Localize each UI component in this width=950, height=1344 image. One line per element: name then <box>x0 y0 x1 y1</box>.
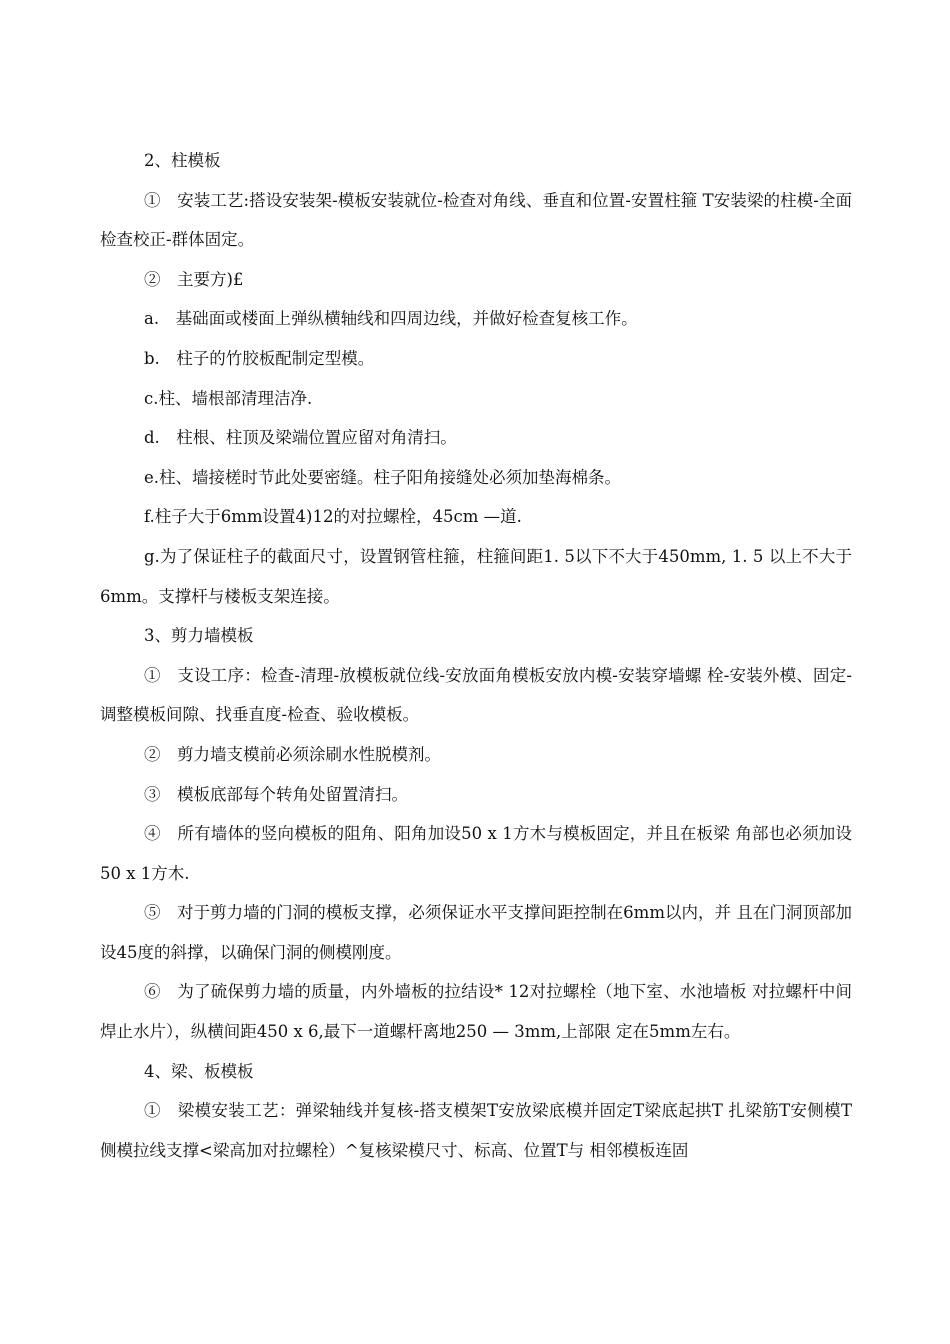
paragraph-shear-wall-cleanout: ③ 模板底部每个转角处留置清扫。 <box>144 784 408 804</box>
paragraph-shear-wall-corner-timber: ④ 所有墙体的竖向模板的阻角、阳角加设50 x 1方木与模板固定，并且在板梁 角部也必须加设50 x 1方木. <box>100 824 852 883</box>
paragraph-column-main-method: ② 主要方)£ <box>144 269 244 289</box>
list-item-b: b. 柱子的竹胶板配制定型模。 <box>144 348 375 368</box>
list-item-d: d. 柱根、柱顶及梁端位置应留对角清扫。 <box>144 428 457 448</box>
list-item-e: e.柱、墙接槎时节此处要密缝。柱子阳角接缝处必须加垫海棉条。 <box>144 467 622 487</box>
section-heading-shear-wall-formwork: 3、剪力墙模板 <box>144 626 254 646</box>
list-item-g: g.为了保证柱子的截面尺寸，设置钢管柱箍，柱箍间距1. 5以下不大于450mm, 1. 5 以上不大于6mm。支撑杆与楼板支架连接。 <box>100 546 852 606</box>
section-heading-column-formwork: 2、柱模板 <box>144 151 221 170</box>
paragraph-column-install-process: ① 安装工艺:搭设安装架-模板安装就位-检查对角线、垂直和位置-安置柱箍 T安装梁的柱模-全面检查校正-群体固定。 <box>100 190 852 250</box>
document-body <box>100 141 852 1170</box>
section-heading-beam-slab-formwork: 4、梁、板模板 <box>144 1061 254 1081</box>
paragraph-beam-install-process: ① 梁模安装工艺：弹梁轴线并复核-搭支模架T安放梁底模并固定T梁底起拱T 扎梁筋T安侧模T侧模拉线支撑<梁高加对拉螺栓）^复核梁模尺寸、标高、位置T与 相邻模板连固 <box>100 1101 852 1160</box>
paragraph-shear-wall-release-agent: ② 剪力墙支模前必须涂刷水性脱模剂。 <box>144 744 441 764</box>
paragraph-shear-wall-door-opening: ⑤ 对于剪力墙的门洞的模板支撑，必须保证水平支撑间距控制在6mm以内，并 且在门洞顶部加设45度的斜撑，以确保门洞的侧模刚度。 <box>100 903 852 962</box>
paragraph-shear-wall-tie-bolts: ⑥ 为了硫保剪力墙的质量，内外墙板的拉结设* 12对拉螺栓（地下室、水池墙板 对拉螺杆中间焊止水片），纵横间距450 x 6,最下一道螺杆离地250 — 3mm,上部限 定在5mm左右。 <box>100 982 852 1042</box>
paragraph-shear-wall-procedure: ① 支设工序：检查-清理-放模板就位线-安放面角模板安放内模-安装穿墙螺 栓-安装外模、固定-调整模板间隙、找垂直度-检查、验收模板。 <box>100 665 852 725</box>
list-item-a: a. 基础面或楼面上弹纵横轴线和四周边线，并做好检查复核工作。 <box>144 309 638 329</box>
list-item-c: c.柱、墙根部清理洁净. <box>144 388 313 408</box>
list-item-f: f.柱子大于6mm设置4)12的对拉螺栓，45cm —道. <box>144 507 522 527</box>
